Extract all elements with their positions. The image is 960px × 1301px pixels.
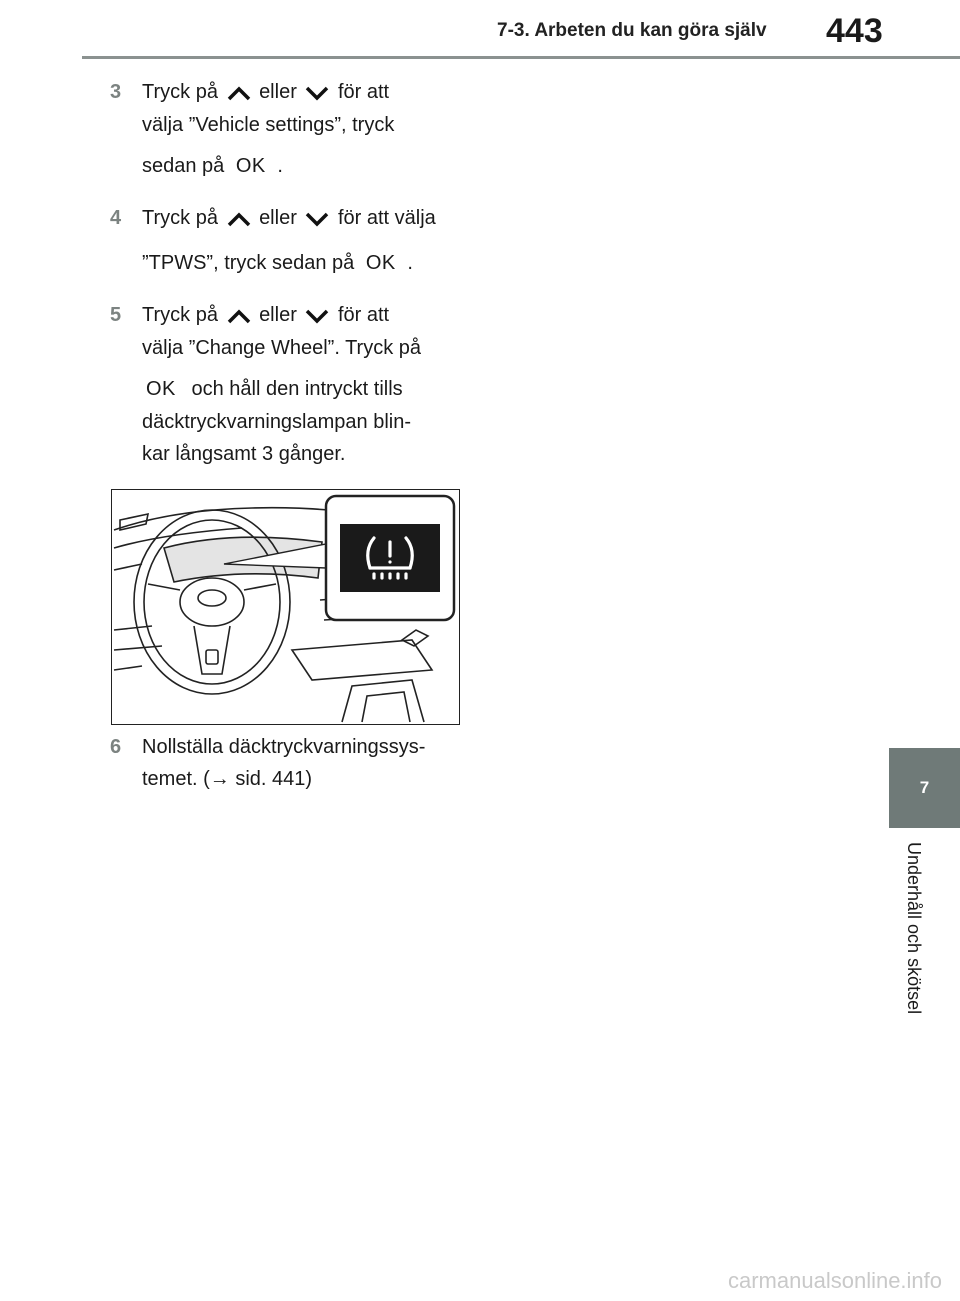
text: eller <box>259 81 297 103</box>
watermark: carmanualsonline.info <box>728 1268 943 1293</box>
step-line: välja ”Change Wheel”. Tryck på <box>142 337 422 359</box>
step-line <box>142 304 389 327</box>
text: eller <box>259 207 297 229</box>
text: eller <box>259 304 297 326</box>
chevron-up-icon <box>224 307 254 325</box>
chapter-label: Underhåll och skötsel <box>904 842 924 1015</box>
step-number: 3 <box>110 81 122 103</box>
page-number: 443 <box>826 12 883 50</box>
text: ”TPWS”, tryck sedan på <box>142 252 355 274</box>
text: . <box>277 155 283 177</box>
chevron-up-icon <box>224 210 254 228</box>
step-line <box>146 378 403 401</box>
step-line <box>142 155 283 178</box>
section-title: 7-3. Arbeten du kan göra själv <box>497 20 767 41</box>
step-line <box>142 252 413 275</box>
ok-button-symbol: OK <box>235 155 266 177</box>
step-number: 6 <box>110 736 122 758</box>
chevron-down-icon <box>302 307 332 325</box>
chevron-down-icon <box>302 84 332 102</box>
dashboard-drawing <box>112 490 458 723</box>
header-divider <box>82 56 960 59</box>
ok-button-symbol: OK <box>146 378 176 400</box>
text: för att <box>337 304 390 326</box>
step-number: 5 <box>110 304 122 326</box>
step-line <box>142 81 389 104</box>
step-line <box>142 207 436 230</box>
chevron-down-icon <box>302 210 332 228</box>
dashboard-illustration <box>111 489 460 725</box>
text: Tryck på <box>142 304 218 326</box>
step-line: däcktryckvarningslampan blin- <box>142 411 412 433</box>
chapter-number: 7 <box>919 778 930 797</box>
text: för att <box>337 81 390 103</box>
step-line: kar långsamt 3 gånger. <box>142 443 346 465</box>
text: för att välja <box>337 207 436 229</box>
text: . <box>407 252 413 274</box>
step-number: 4 <box>110 207 122 229</box>
step-line: välja ”Vehicle settings”, tryck <box>142 114 395 136</box>
ok-button-symbol: OK <box>365 252 396 274</box>
text: Tryck på <box>142 81 218 103</box>
step-line: Nollställa däcktryckvarningssys- <box>142 736 426 758</box>
text: Tryck på <box>142 207 218 229</box>
chevron-up-icon <box>224 84 254 102</box>
step-line: temet. (→ sid. 441) <box>142 768 313 790</box>
text: och håll den intryckt tills <box>191 378 403 400</box>
chapter-tab <box>889 748 960 828</box>
text: sedan på <box>142 155 225 177</box>
